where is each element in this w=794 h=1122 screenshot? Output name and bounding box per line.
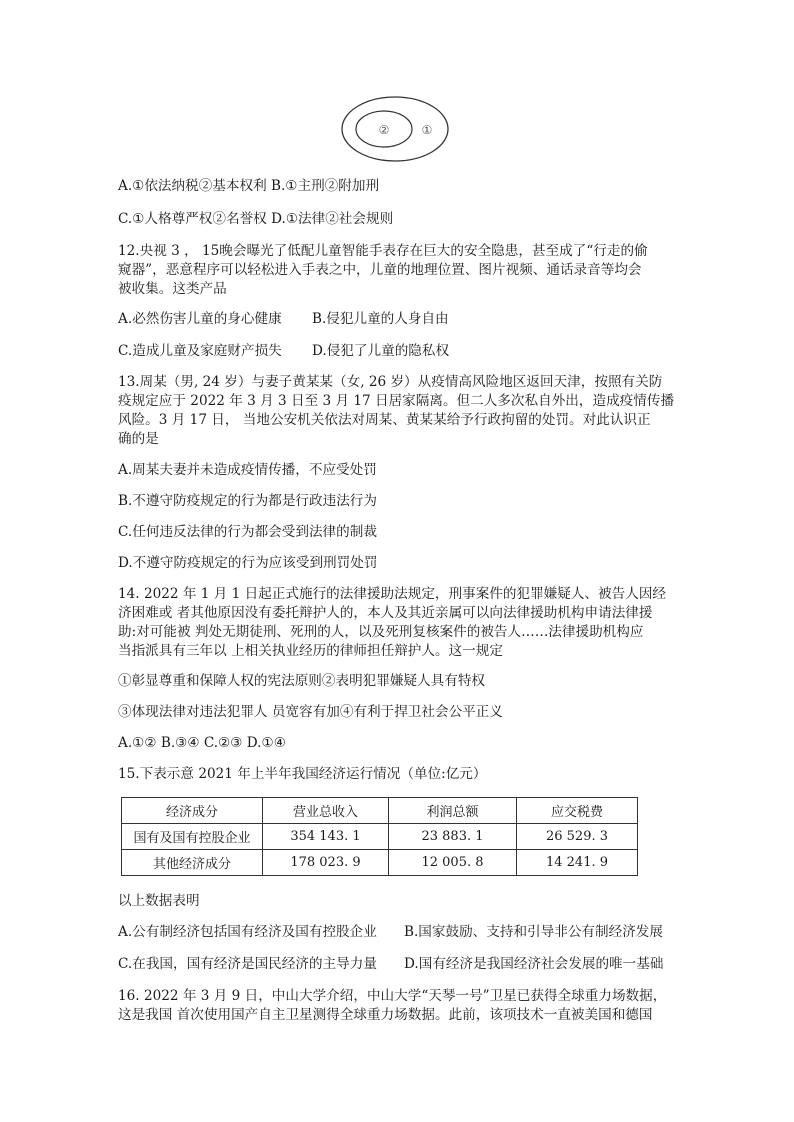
q14-stem-line-1: 14. 2022 年 1 月 1 日起正式施行的法律援助法规定，刑事案件的犯罪嫌疑人、被告人因经 — [118, 586, 667, 602]
q15-after-text: 以上数据表明 — [118, 893, 200, 909]
q14-item-line-2: ③体现法律对违法犯罪人 员宽容有加④有利于捍卫社会公平正义 — [118, 704, 503, 720]
economy-data-table — [121, 797, 638, 876]
table-cell: 国有及国有控股企业 — [122, 824, 263, 850]
q12-stem-line-1: 12.央视 3 ， 15晚会曝光了低配儿童智能手表存在巨大的安全隐患，甚至成了“行走的偷 — [118, 243, 648, 259]
q12-option-b: B.侵犯儿童的人身自由 — [312, 311, 449, 327]
q13-option-a: A.周某夫妻并未造成疫情传播，不应受处罚 — [118, 462, 377, 478]
table-cell: 其他经济成分 — [122, 850, 263, 876]
q13-stem-line-2: 疫规定应于 2022 年 3 月 3 日至 3 月 17 日居家隔离。但二人多次私自外出，造成疫情传播 — [118, 393, 675, 409]
q14-options: A.①② B.③④ C.②③ D.①④ — [118, 735, 286, 751]
table-cell: 14 241. 9 — [517, 850, 638, 876]
nested-circles-diagram — [340, 95, 450, 165]
q13-option-d: D.不遵守防疫规定的行为应该受到刑罚处罚 — [118, 555, 378, 571]
table-row — [122, 850, 638, 876]
q16-stem-line-2: 这是我国 首次使用国产自主卫星测得全球重力场数据。此前，该项技术一直被美国和德国 — [118, 1007, 653, 1023]
q14-stem-line-2: 济困难或 者其他原因没有委托辩护人的，本人及其近亲属可以向法律援助机构申请法律援 — [118, 605, 653, 621]
q13-option-c: C.任何违反法律的行为都会受到法律的制裁 — [118, 524, 377, 540]
table-cell: 26 529. 3 — [517, 824, 638, 850]
outer-label: ① — [421, 123, 433, 137]
q12-option-d: D.侵犯了儿童的隐私权 — [312, 343, 450, 359]
q12-option-c: C.造成儿童及家庭财产损失 — [118, 343, 282, 359]
q15-stem: 15.下表示意 2021 年上半年我国经济运行情况（单位:亿元） — [118, 766, 487, 782]
table-cell: 354 143. 1 — [263, 824, 389, 850]
table-header-cell: 经济成分 — [122, 798, 263, 824]
q12-stem-line-2: 窥器”，恶意程序可以轻松进入手表之中，儿童的地理位置、图片视频、通话录音等均会 — [118, 262, 642, 278]
q11-options-line-1: A.①依法纳税②基本权利 B.①主刑②附加刑 — [118, 178, 380, 194]
table-cell: 12 005. 8 — [389, 850, 517, 876]
q16-stem-line-1: 16. 2022 年 3 月 9 日，中山大学介绍，中山大学“天琴一号”卫星已获得全球重力场数据， — [118, 988, 667, 1004]
table-header-cell: 利润总额 — [389, 798, 517, 824]
table-header-cell: 应交税费 — [517, 798, 638, 824]
q12-option-a: A.必然伤害儿童的身心健康 — [118, 311, 282, 327]
inner-label: ② — [378, 123, 390, 137]
q15-option-a: A.公有制经济包括国有经济及国有控股企业 — [118, 924, 377, 940]
q11-options-line-2: C.①人格尊严权②名誉权 D.①法律②社会规则 — [118, 211, 394, 227]
q15-option-b: B.国家鼓励、支持和引导非公有制经济发展 — [404, 924, 663, 940]
q13-option-b: B.不遵守防疫规定的行为都是行政违法行为 — [118, 493, 377, 509]
q15-option-c: C.在我国，国有经济是国民经济的主导力量 — [118, 956, 377, 972]
table-row — [122, 824, 638, 850]
q12-stem-line-3: 被收集。这类产品 — [118, 281, 227, 297]
q14-stem-line-4: 当指派具有三年以 上相关执业经历的律师担任辩护人。这一规定 — [118, 643, 503, 659]
table-header-cell: 营业总收入 — [263, 798, 389, 824]
q13-stem-line-4: 确的是 — [118, 431, 159, 447]
q15-option-d: D.国有经济是我国经济社会发展的唯一基础 — [404, 956, 664, 972]
q14-stem-line-3: 助:对可能被 判处无期徒刑、死刑的人，以及死刑复核案件的被告人……法律援助机构应 — [118, 624, 644, 640]
q13-stem-line-3: 风险。3 月 17 日， 当地公安机关依法对周某、黄某某给予行政拘留的处罚。对此认识正 — [118, 412, 651, 428]
table-cell: 178 023. 9 — [263, 850, 389, 876]
table-cell: 23 883. 1 — [389, 824, 517, 850]
q13-stem-line-1: 13.周某（男, 24 岁）与妻子黄某某（女, 26 岁）从疫情高风险地区返回天津，按照有关防 — [118, 374, 663, 390]
table-header-row — [122, 798, 638, 824]
q14-item-line-1: ①彰显尊重和保障人权的宪法原则②表明犯罪嫌疑人具有特权 — [118, 673, 486, 689]
